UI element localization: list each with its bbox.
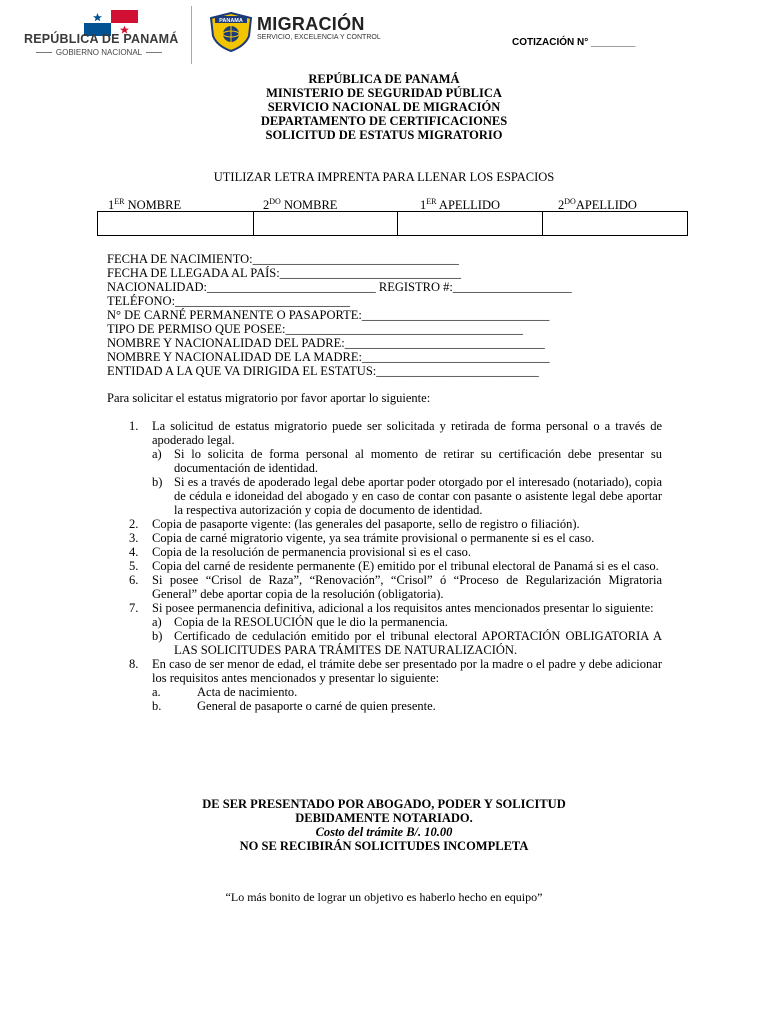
first-surname-cell[interactable] bbox=[398, 212, 543, 236]
list-item: 5. Copia del carné de residente permanente (E) emitido por el tribunal electoral de Panamá si es el caso. bbox=[129, 559, 659, 573]
second-surname-cell[interactable] bbox=[543, 212, 688, 236]
migracion-title: MIGRACIÓN bbox=[257, 14, 365, 34]
closing-notice bbox=[0, 797, 768, 853]
field-entity[interactable]: ENTIDAD A LA QUE VA DIRIGIDA EL ESTATUS:__________________________ bbox=[107, 364, 539, 378]
field-arrival-date[interactable]: FECHA DE LLEGADA AL PAÍS:_____________________________ bbox=[107, 266, 461, 280]
name-entry-table bbox=[97, 211, 688, 236]
first-name-cell[interactable] bbox=[98, 212, 254, 236]
list-subitem: b. General de pasaporte o carné de quien presente. bbox=[152, 699, 436, 713]
badge-label: PANAMA bbox=[219, 18, 243, 24]
rp-subtitle-text: GOBIERNO NACIONAL bbox=[55, 48, 143, 57]
title-line: DEPARTAMENTO DE CERTIFICACIONES bbox=[260, 114, 508, 128]
list-subitem: a) Si lo solicita de forma personal al momento de retirar su certificación debe presentar su documentación de identidad. bbox=[152, 447, 662, 475]
field-birth-date[interactable]: FECHA DE NACIMIENTO:_________________________________ bbox=[107, 252, 459, 266]
closing-line: NO SE RECIBIRÁN SOLICITUDES INCOMPLETA bbox=[239, 839, 529, 853]
title-line: REPÚBLICA DE PANAMÁ bbox=[308, 72, 460, 86]
rp-subtitle bbox=[24, 48, 174, 57]
second-name-header: $2^{DO}$ NOMBRE bbox=[263, 197, 338, 213]
title-line: MINISTERIO DE SEGURIDAD PÚBLICA bbox=[266, 86, 502, 100]
second-surname-header: $2^{DO}APELLIDO$ bbox=[558, 197, 637, 213]
rp-title: REPÚBLICA DE PANAMÁ bbox=[24, 32, 179, 46]
field-father[interactable]: NOMBRE Y NACIONALIDAD DEL PADRE:________________________________ bbox=[107, 336, 545, 350]
header-divider bbox=[191, 6, 192, 64]
list-subitem: b) Si es a través de apoderado legal debe aportar poder otorgado por el interesado (notariado), copia de cédula e idoneidad del abogado y en caso de contar con pasante o asistente legal debe aportar la respectiva autorización y copia de documento de identidad. bbox=[152, 475, 662, 517]
instruction-text: UTILIZAR LETRA IMPRENTA PARA LLENAR LOS ESPACIOS bbox=[213, 170, 555, 184]
migracion-shield-icon bbox=[209, 12, 253, 52]
list-item: 8. En caso de ser menor de edad, el trámite debe ser presentado por la madre o el padre y debe adicionar los requisitos antes mencionados y presentar lo siguiente: bbox=[129, 657, 662, 685]
field-permit-type[interactable]: TIPO DE PERMISO QUE POSEE:______________________________________ bbox=[107, 322, 523, 336]
republica-panama-logo bbox=[24, 10, 179, 58]
second-name-cell[interactable] bbox=[254, 212, 398, 236]
cost-line: Costo del trámite B/. 10.00 bbox=[315, 825, 453, 839]
list-subitem: a. Acta de nacimiento. bbox=[152, 685, 298, 699]
requirements-list bbox=[107, 419, 662, 713]
cotizacion-number: COTIZACIÓN N° ________ bbox=[512, 37, 636, 48]
list-item: 3. Copia de carné migratorio vigente, ya sea trámite provisional o permanente si es el caso. bbox=[129, 531, 595, 545]
field-carne-pasaporte[interactable]: N° DE CARNÉ PERMANENTE O PASAPORTE:______________________________ bbox=[107, 308, 550, 322]
list-subitem: b) Certificado de cedulación emitido por el tribunal electoral APORTACIÓN OBLIGATORIA A LAS SOLICITUDES PARA TRÁMITES DE NATURALIZACIÓN. bbox=[152, 629, 662, 657]
first-name-header: 1ER NOMBRE bbox=[108, 197, 182, 213]
list-item: 1. La solicitud de estatus migratorio puede ser solicitada y retirada de forma personal o a través de apoderado legal. bbox=[129, 419, 662, 447]
document-title-block bbox=[0, 72, 768, 142]
list-item: 2. Copia de pasaporte vigente: (las generales del pasaporte, sello de registro o filiación). bbox=[129, 517, 580, 531]
field-phone[interactable]: TELÉFONO:____________________________ bbox=[107, 294, 351, 308]
list-subitem: a) Copia de la RESOLUCIÓN que le dio la permanencia. bbox=[152, 615, 448, 629]
motto-quote: “Lo más bonito de lograr un objetivo es haberlo hecho en equipo” bbox=[225, 890, 543, 904]
title-line: SOLICITUD DE ESTATUS MIGRATORIO bbox=[265, 128, 503, 142]
field-nationality-registro[interactable]: NACIONALIDAD:___________________________ REGISTRO #:___________________ bbox=[107, 280, 572, 294]
list-item: 6. Si posee “Crisol de Raza”, “Renovación”, “Crisol” ó “Proceso de Regularización Migratoria General” debe aportar copia de la resolución (obligatoria). bbox=[129, 573, 662, 601]
list-item: 4. Copia de la resolución de permanencia provisional si es el caso. bbox=[129, 545, 471, 559]
list-item: 7. Si posee permanencia definitiva, adicional a los requisitos antes mencionados presentar lo siguiente: bbox=[129, 601, 654, 615]
first-surname-header: 1ER APELLIDO bbox=[420, 197, 501, 213]
closing-line: DE SER PRESENTADO POR ABOGADO, PODER Y SOLICITUD bbox=[202, 797, 566, 811]
closing-line: DEBIDAMENTE NOTARIADO. bbox=[295, 811, 473, 825]
requirements-intro: Para solicitar el estatus migratorio por favor aportar lo siguiente: bbox=[107, 391, 431, 405]
field-mother[interactable]: NOMBRE Y NACIONALIDAD DE LA MADRE:______________________________ bbox=[107, 350, 550, 364]
migracion-subtitle: SERVICIO, EXCELENCIA Y CONTROL bbox=[257, 34, 381, 41]
title-line: SERVICIO NACIONAL DE MIGRACIÓN bbox=[267, 100, 501, 114]
form-fields bbox=[107, 252, 667, 378]
